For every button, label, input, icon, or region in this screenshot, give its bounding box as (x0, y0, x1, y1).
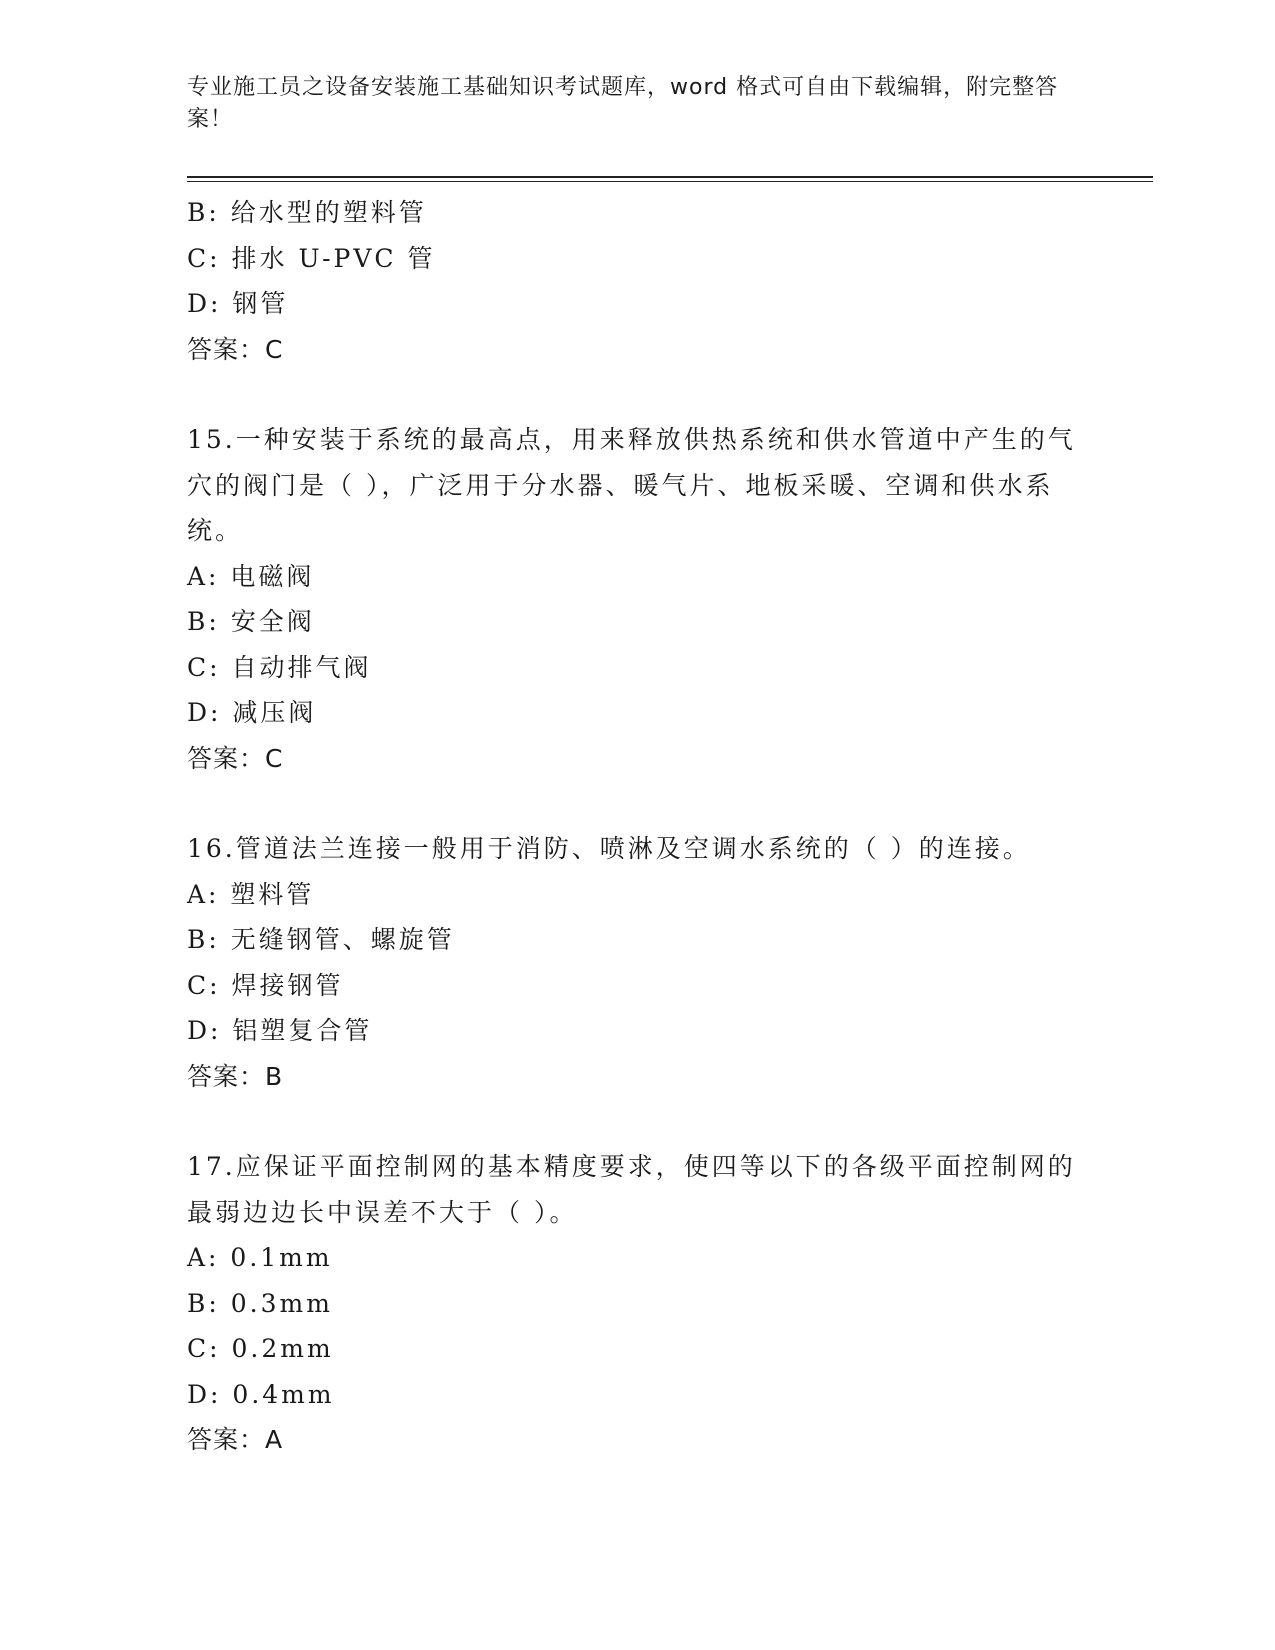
header-divider (187, 176, 1153, 182)
option-a: A: 电磁阀 (187, 561, 315, 591)
question-text: 15.一种安装于系统的最高点，用来释放供热系统和供水管道中产生的气穴的阀门是（ ），广泛用于分水器、暖气片、地板采暖、空调和供水系统。 (187, 425, 1076, 545)
question-15 (187, 417, 1087, 781)
question-17 (187, 1144, 1087, 1463)
answer: 答案：C (187, 334, 284, 364)
option-c: C: 排水 U-PVC 管 (187, 243, 436, 273)
option-c: C: 焊接钢管 (187, 970, 344, 1000)
option-a: A: 0.1mm (187, 1243, 333, 1272)
question-text: 17.应保证平面控制网的基本精度要求，使四等以下的各级平面控制网的最弱边边长中误差不大于（ ）。 (187, 1152, 1076, 1227)
question-list (187, 190, 1087, 1463)
option-d: D: 钢管 (187, 289, 289, 318)
document-header: 专业施工员之设备安装施工基础知识考试题库，word 格式可自由下载编辑，附完整答案！ (187, 75, 1059, 132)
option-d: D: 0.4mm (187, 1379, 335, 1409)
question-16 (187, 826, 1087, 1099)
carryover-block (187, 190, 1087, 372)
option-b: B: 无缝钢管、螺旋管 (187, 925, 455, 954)
option-d: D: 铝塑复合管 (187, 1016, 373, 1045)
answer: 答案：A (187, 1425, 284, 1454)
option-c: C: 0.2mm (187, 1334, 334, 1363)
option-b: B: 0.3mm (187, 1288, 333, 1318)
answer: 答案：C (187, 743, 284, 773)
option-b: B: 给水型的塑料管 (187, 198, 427, 227)
option-a: A: 塑料管 (187, 879, 315, 909)
option-d: D: 减压阀 (187, 698, 317, 727)
option-b: B: 安全阀 (187, 607, 315, 636)
option-c: C: 自动排气阀 (187, 652, 372, 682)
answer: 答案：B (187, 1061, 284, 1091)
question-text: 16.管道法兰连接一般用于消防、喷淋及空调水系统的（ ）的连接。 (187, 834, 1031, 863)
